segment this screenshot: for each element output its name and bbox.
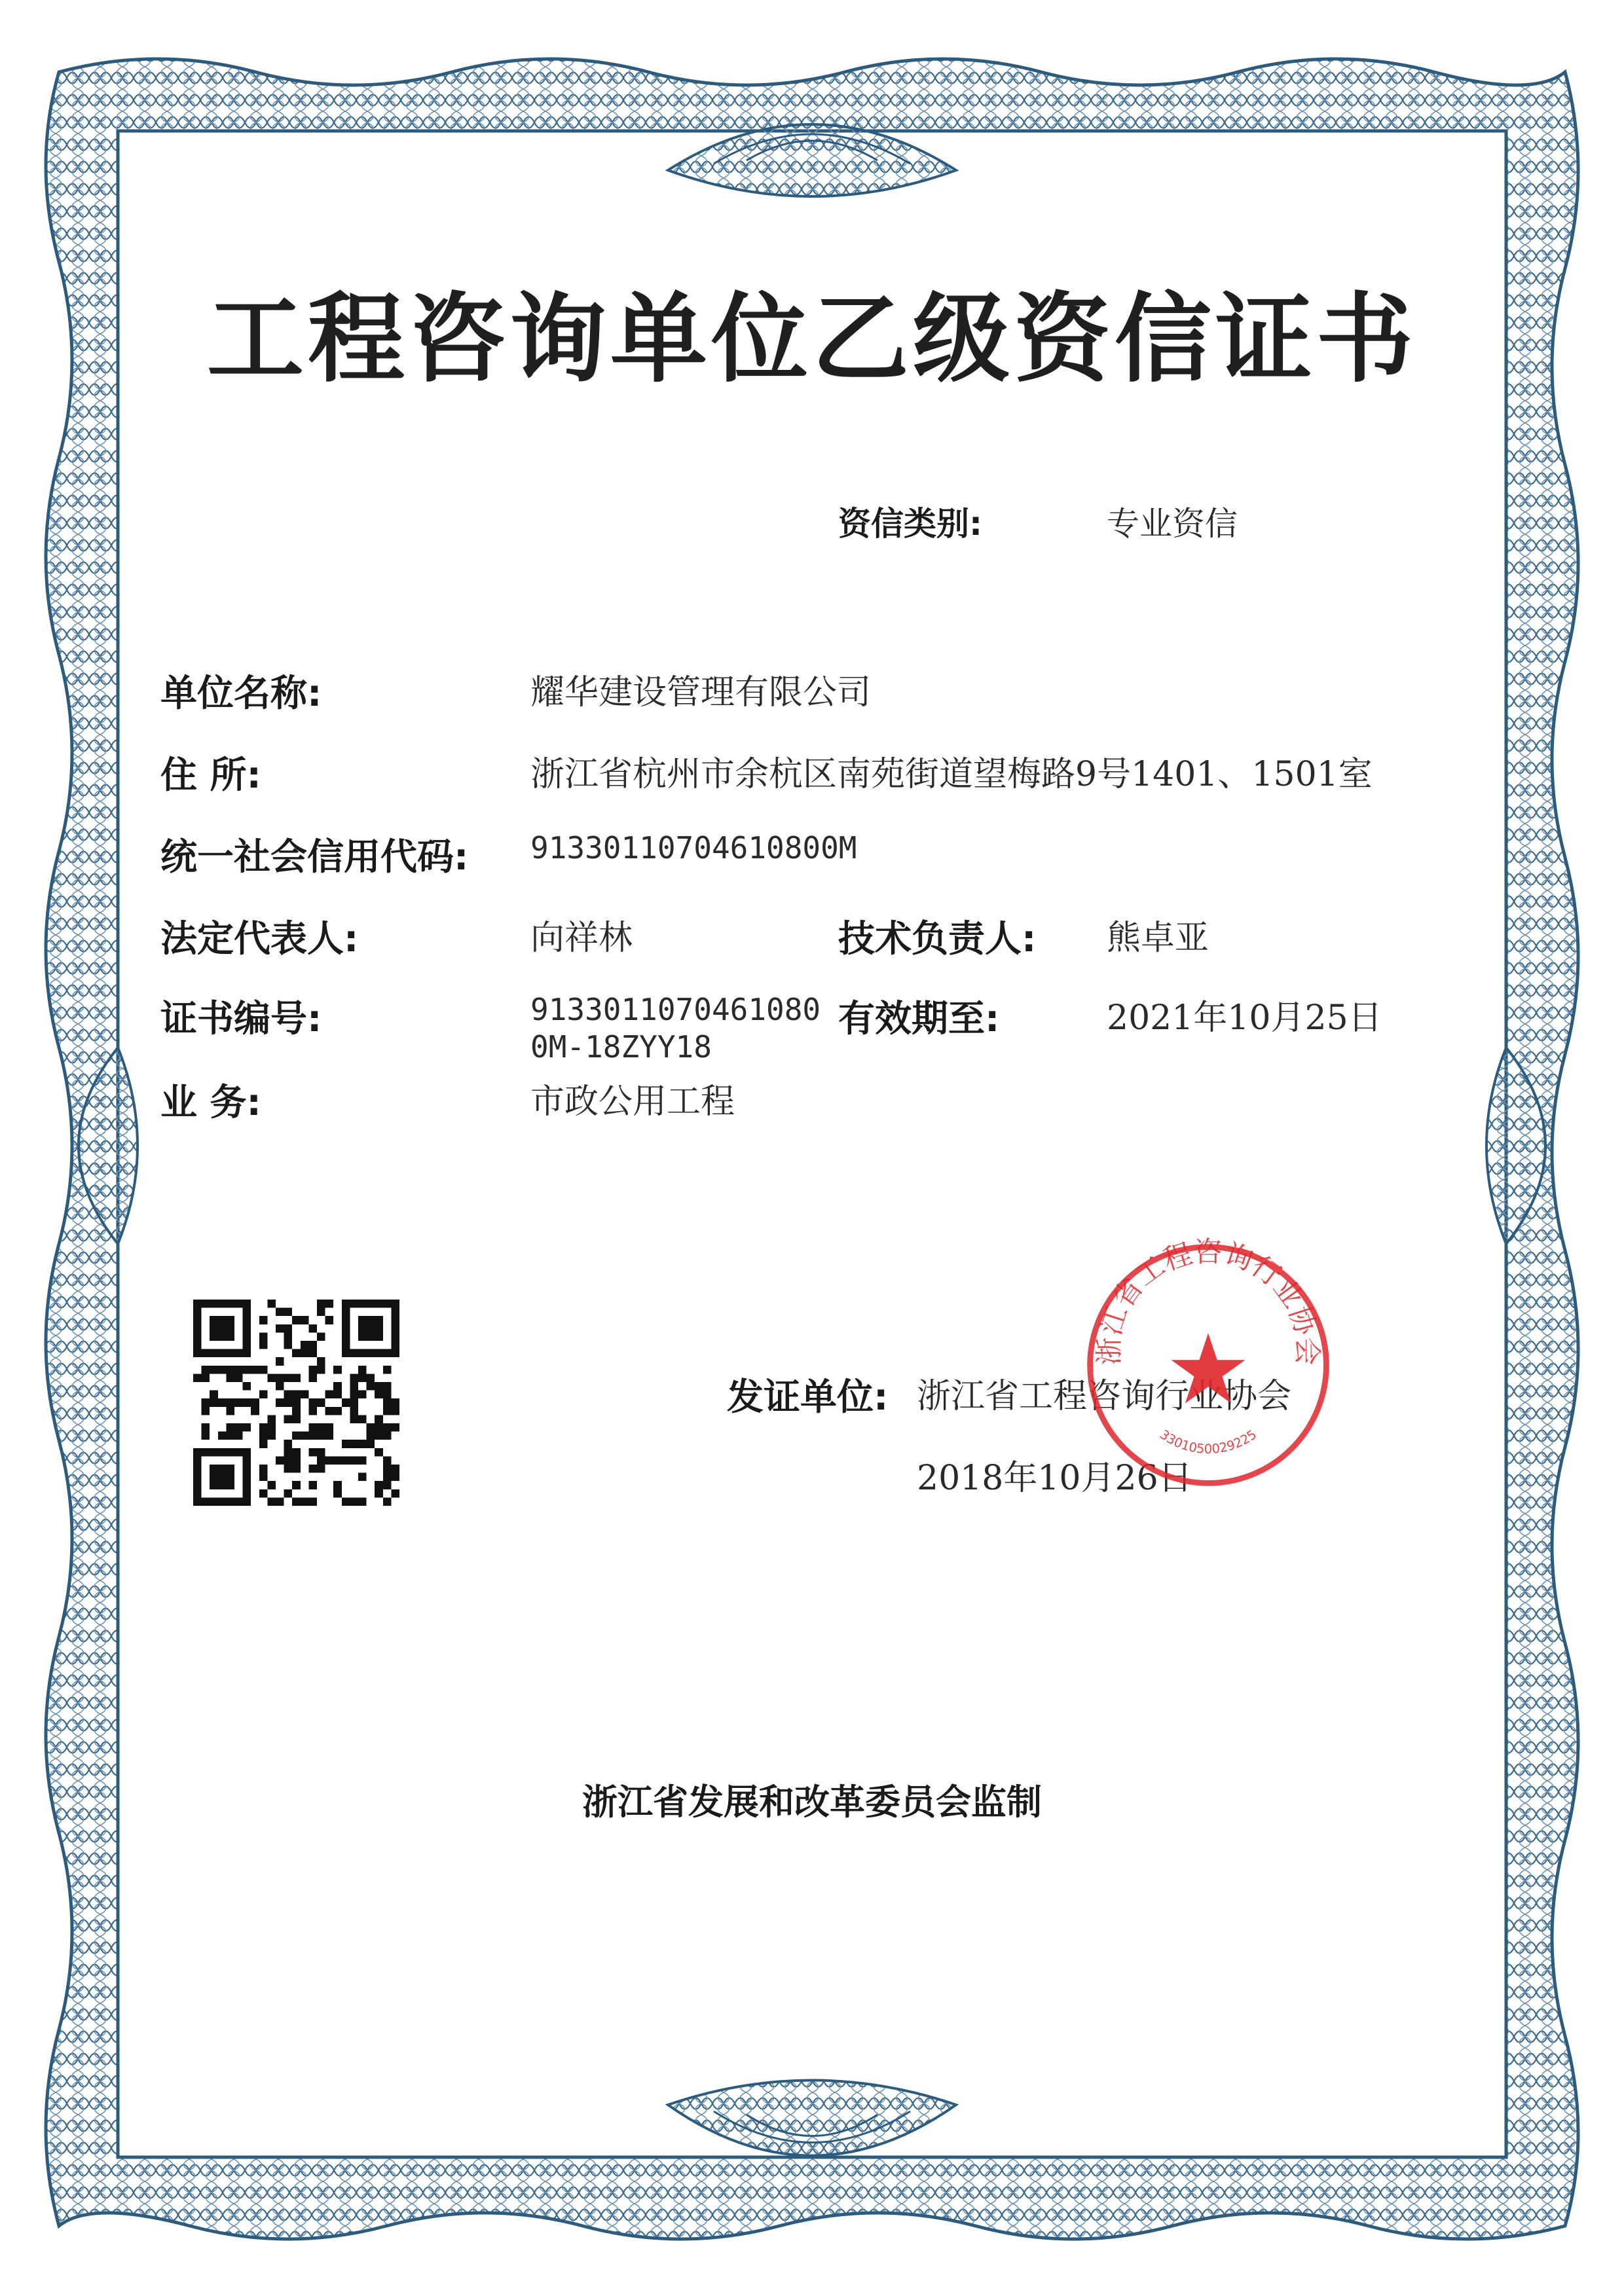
certificate-title: 工程咨询单位乙级资信证书 [207, 283, 1417, 395]
supervisor-footer: 浙江省发展和改革委员会监制 [582, 1781, 1042, 1823]
cert-no-value-line1: 9133011070461080 [530, 992, 821, 1027]
seal-code: 3301050029225 [1157, 1427, 1259, 1457]
unit-name-label: 单位名称: [160, 672, 322, 715]
business-label: 业 务: [160, 1082, 261, 1124]
unit-name-value: 耀华建设管理有限公司 [530, 673, 872, 712]
valid-until-value: 2021年10月25日 [1107, 998, 1382, 1038]
credit-code-label: 统一社会信用代码: [160, 836, 469, 879]
credit-code-value: 91330110704610800M [530, 830, 857, 866]
official-seal [1080, 1237, 1336, 1493]
svg-text:3301050029225 [1157, 1427, 1259, 1456]
seal-text: 浙江省工程咨询行业协会 [1093, 1237, 1323, 1366]
cert-no-label: 证书编号: [160, 998, 322, 1040]
issue-date: 2018年10月26日 [917, 1459, 1192, 1498]
category-label: 资信类别: [838, 505, 982, 543]
issuer-label: 发证单位: [727, 1376, 889, 1419]
business-value: 市政公用工程 [530, 1082, 735, 1121]
tech-lead-value: 熊卓亚 [1107, 919, 1209, 958]
address-value: 浙江省杭州市余杭区南苑街道望梅路9号1401、1501室 [530, 755, 1373, 794]
qr-code [193, 1300, 399, 1506]
address-label: 住 所: [160, 754, 261, 797]
category-value: 专业资信 [1107, 505, 1238, 543]
cert-no-value-line2: 0M-18ZYY18 [530, 1029, 712, 1065]
legal-rep-label: 法定代表人: [160, 918, 359, 960]
legal-rep-value: 向祥林 [530, 919, 633, 958]
tech-lead-label: 技术负责人: [838, 918, 1037, 960]
valid-until-label: 有效期至: [838, 998, 1000, 1040]
issuer-value: 浙江省工程咨询行业协会 [917, 1377, 1292, 1416]
